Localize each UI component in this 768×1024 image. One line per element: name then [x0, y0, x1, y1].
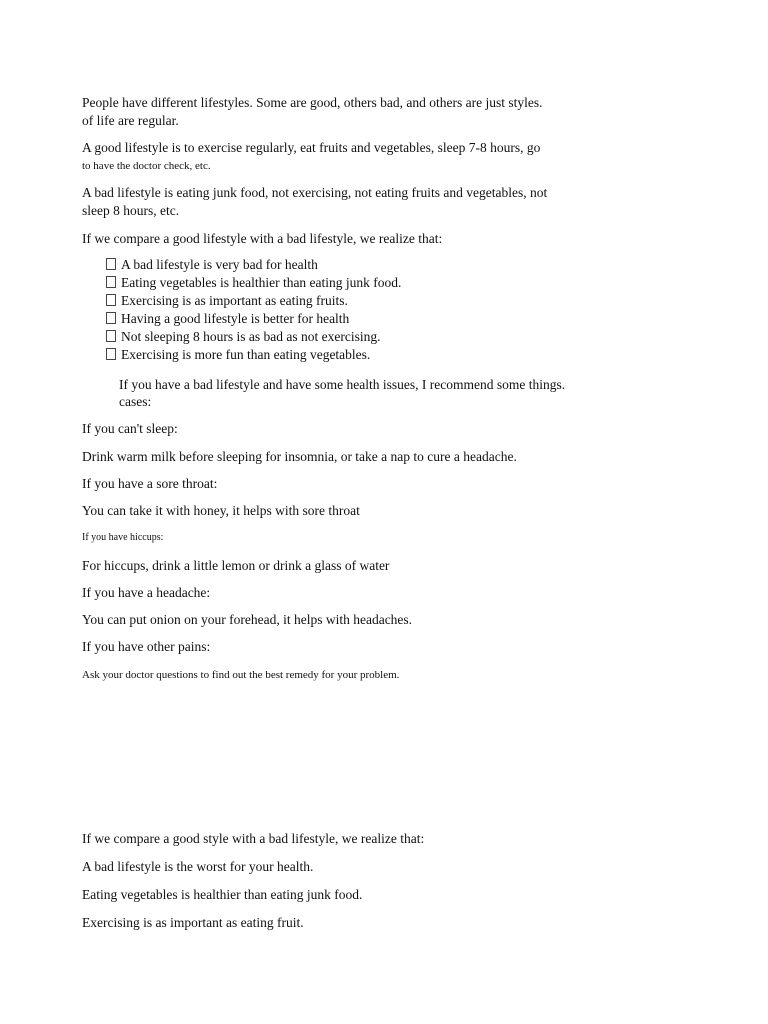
bullet-text: Exercising is as important as eating fruits. [121, 293, 348, 308]
second-compare-intro: If we compare a good style with a bad lifestyle, we realize that: [82, 831, 425, 846]
intro-line-2: of life are regular. [82, 113, 179, 128]
intro-line-1: People have different lifestyles. Some are good, others bad, and others are just styles. [82, 95, 543, 110]
bullet-item [106, 256, 318, 274]
checkbox-glyph-icon [106, 294, 116, 306]
throat-answer: You can take it with honey, it helps with sore throat [82, 503, 360, 518]
hiccups-question: If you have hiccups: [82, 532, 164, 543]
checkbox-glyph-icon [106, 312, 116, 324]
compare-intro: If we compare a good lifestyle with a bad lifestyle, we realize that: [82, 231, 443, 246]
bad-lifestyle-line-1: A bad lifestyle is eating junk food, not exercising, not eating fruits and vegetables, not [82, 185, 548, 200]
second-paragraph-2: Eating vegetables is healthier than eating junk food. [82, 887, 363, 902]
sleep-answer: Drink warm milk before sleeping for insomnia, or take a nap to cure a headache. [82, 449, 517, 464]
second-paragraph-3: Exercising is as important as eating fruit. [82, 915, 304, 930]
bullet-text: A bad lifestyle is very bad for health [121, 257, 318, 272]
good-lifestyle-line-1: A good lifestyle is to exercise regularly, eat fruits and vegetables, sleep 7-8 hours, go [82, 140, 541, 155]
bullet-text: Exercising is more fun than eating vegetables. [121, 347, 371, 362]
bad-lifestyle-line-2: sleep 8 hours, etc. [82, 203, 180, 218]
headache-question: If you have a headache: [82, 585, 211, 600]
sleep-question: If you can't sleep: [82, 421, 178, 436]
checkbox-glyph-icon [106, 258, 116, 270]
bullet-text: Eating vegetables is healthier than eating junk food. [121, 275, 402, 290]
bullet-item [106, 346, 370, 364]
bullet-item [106, 274, 401, 292]
other-pains-question: If you have other pains: [82, 639, 211, 654]
headache-answer: You can put onion on your forehead, it helps with headaches. [82, 612, 413, 627]
hiccups-answer: For hiccups, drink a little lemon or drink a glass of water [82, 558, 390, 573]
recommend-line-2: cases: [119, 394, 152, 409]
checkbox-glyph-icon [106, 276, 116, 288]
checkbox-glyph-icon [106, 348, 116, 360]
bullet-text: Having a good lifestyle is better for health [121, 311, 350, 326]
second-paragraph-1: A bad lifestyle is the worst for your health. [82, 859, 314, 874]
recommend-line-1: If you have a bad lifestyle and have some health issues, I recommend some things. [119, 377, 566, 392]
other-pains-answer: Ask your doctor questions to find out the best remedy for your problem. [82, 669, 400, 681]
checkbox-glyph-icon [106, 330, 116, 342]
bullet-item [106, 328, 380, 346]
bullet-item [106, 310, 349, 328]
bullet-text: Not sleeping 8 hours is as bad as not exercising. [121, 329, 381, 344]
bullet-item [106, 292, 348, 310]
good-lifestyle-line-2: to have the doctor check, etc. [82, 160, 211, 172]
throat-question: If you have a sore throat: [82, 476, 218, 491]
